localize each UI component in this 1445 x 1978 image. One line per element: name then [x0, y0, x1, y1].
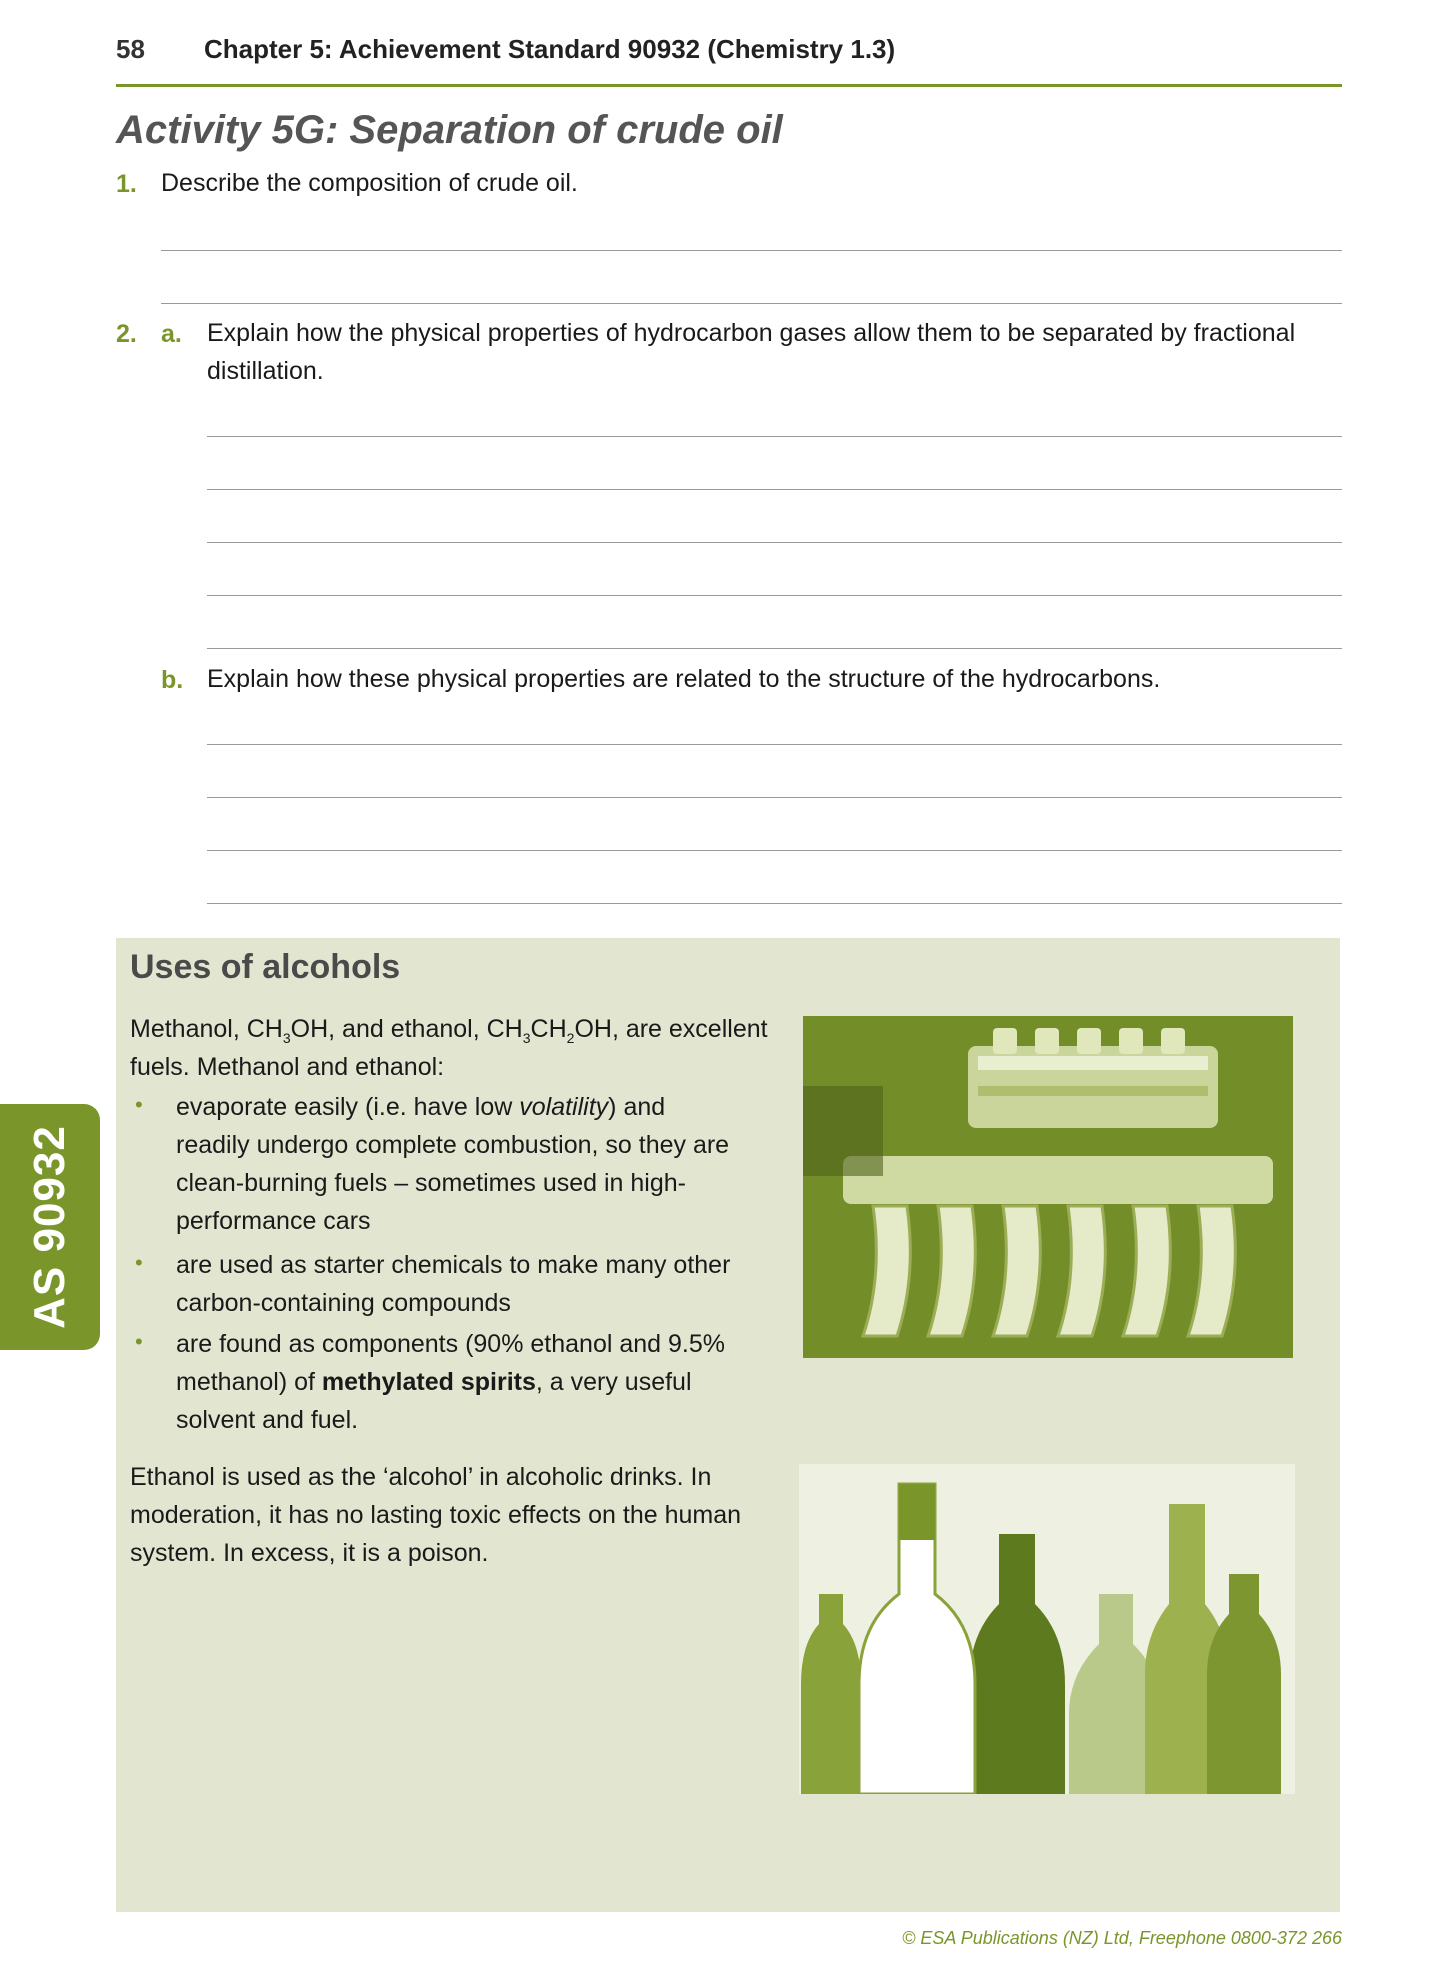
header-divider	[116, 84, 1342, 87]
side-tab	[0, 1104, 100, 1350]
answer-line[interactable]	[161, 303, 1342, 304]
side-tab-label: AS 90932	[25, 1125, 74, 1329]
activity-title: Activity 5G: Separation of crude oil	[116, 108, 783, 152]
answer-line[interactable]	[207, 850, 1342, 851]
question-2a-text-line2: distillation.	[207, 357, 324, 385]
question-2a-text-line1: Explain how the physical properties of hydrocarbon gases allow them to be separated by fractional	[207, 319, 1296, 347]
bottles-photo	[799, 1464, 1295, 1794]
subscript: 3	[282, 1030, 291, 1046]
answer-line[interactable]	[207, 489, 1342, 490]
bullet-icon: •	[135, 1092, 143, 1117]
question-2b-label: b.	[161, 666, 184, 694]
intro-text: OH, are excellent	[574, 1015, 768, 1043]
bullet-3-line-2	[176, 1363, 692, 1401]
answer-line[interactable]	[207, 436, 1342, 437]
bullet-1-line-4: performance cars	[176, 1207, 371, 1235]
subscript: 3	[522, 1030, 531, 1046]
bullet-text: methanol) of	[176, 1368, 322, 1396]
question-2a-label: a.	[161, 320, 182, 348]
bullet-1-line-3: clean-burning fuels – sometimes used in high-	[176, 1169, 686, 1197]
answer-line[interactable]	[207, 595, 1342, 596]
intro-line-1	[130, 1010, 768, 1048]
bullet-text: ) and	[608, 1093, 666, 1121]
intro-line-2: fuels. Methanol and ethanol:	[130, 1053, 445, 1081]
engine-photo	[803, 1016, 1293, 1358]
answer-line[interactable]	[207, 744, 1342, 745]
bullet-text-bold: methylated spirits	[321, 1368, 536, 1396]
question-1-text: Describe the composition of crude oil.	[161, 169, 578, 197]
answer-line[interactable]	[207, 797, 1342, 798]
bullet-3-line-3: solvent and fuel.	[176, 1406, 359, 1434]
bullet-2-line-2: carbon-containing compounds	[176, 1289, 511, 1317]
question-2b-text: Explain how these physical properties are related to the structure of the hydrocarbons.	[207, 665, 1161, 693]
bullet-3-line-1: are found as components (90% ethanol and 9.5%	[176, 1330, 725, 1358]
subscript: 2	[566, 1030, 575, 1046]
answer-line[interactable]	[207, 648, 1342, 649]
answer-line[interactable]	[207, 903, 1342, 904]
question-2-number: 2.	[116, 320, 137, 348]
bullet-1-line-1	[176, 1088, 665, 1126]
closing-line-3: system. In excess, it is a poison.	[130, 1539, 489, 1567]
bottles-illustration	[799, 1464, 1295, 1794]
answer-line[interactable]	[161, 250, 1342, 251]
bullet-text-italic: volatility	[519, 1093, 609, 1121]
page-number: 58	[116, 34, 145, 64]
panel-title: Uses of alcohols	[130, 948, 401, 986]
bullet-text: , a very useful	[535, 1368, 692, 1396]
answer-line[interactable]	[207, 542, 1342, 543]
bullet-icon: •	[135, 1329, 143, 1354]
bullet-icon: •	[135, 1250, 143, 1275]
intro-text: Methanol, CH	[130, 1015, 283, 1043]
engine-illustration	[803, 1016, 1293, 1358]
question-1-number: 1.	[116, 170, 137, 198]
bullet-1-line-2: readily undergo complete combustion, so they are	[176, 1131, 730, 1159]
intro-text: OH, and ethanol, CH	[290, 1015, 523, 1043]
chapter-title: Chapter 5: Achievement Standard 90932 (Chemistry 1.3)	[204, 34, 896, 64]
footer-copyright: © ESA Publications (NZ) Ltd, Freephone 0800-372 266	[902, 1928, 1342, 1948]
closing-line-1: Ethanol is used as the ‘alcohol’ in alcoholic drinks. In	[130, 1463, 712, 1491]
bullet-text: evaporate easily (i.e. have low	[176, 1093, 520, 1121]
bullet-2-line-1: are used as starter chemicals to make many other	[176, 1251, 731, 1279]
closing-line-2: moderation, it has no lasting toxic effects on the human	[130, 1501, 742, 1529]
intro-text: CH	[530, 1015, 567, 1043]
